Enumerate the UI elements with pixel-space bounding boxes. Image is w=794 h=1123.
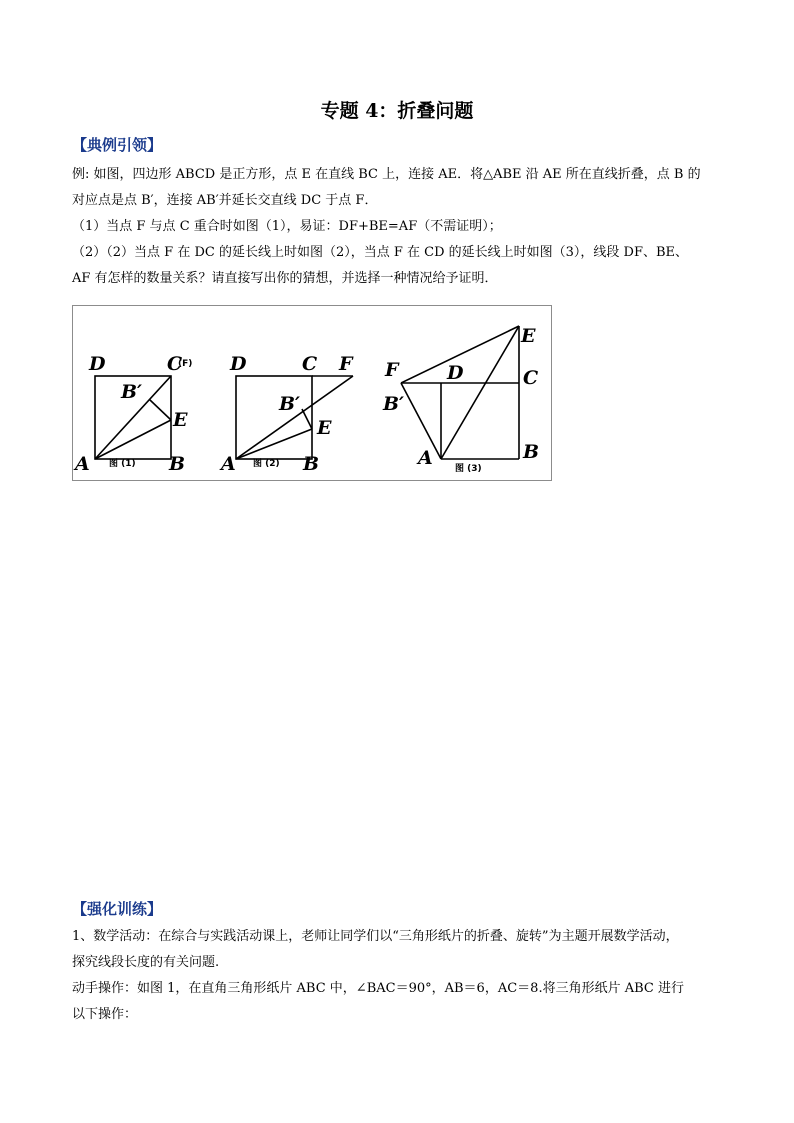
figure-panel bbox=[72, 305, 552, 481]
fig2-label-b-prime: B′ bbox=[279, 393, 301, 415]
fig1-label-b-prime: B′ bbox=[121, 381, 143, 403]
training-line: 1、数学活动：在综合与实践活动课上，老师让同学们以“三角形纸片的折叠、旋转”为主题开展数学活动， bbox=[72, 929, 679, 944]
training-line: 以下操作： bbox=[72, 1007, 138, 1022]
example-line: AF 有怎样的数量关系？请直接写出你的猜想，并选择一种情况给予证明． bbox=[72, 271, 498, 286]
fig1-label-d: D bbox=[89, 353, 106, 375]
fig2-label-f: F bbox=[339, 353, 353, 375]
example-line: （2）（2）当点 F 在 DC 的延长线上时如图（2），当点 F 在 CD 的延长线上时如图（3），线段 DF、BE、 bbox=[72, 245, 689, 260]
fig3-label-b-prime: B′ bbox=[383, 393, 405, 415]
example-heading: 【典例引领】 bbox=[72, 136, 163, 154]
example-line: 对应点是点 B′，连接 AB′并延长交直线 DC 于点 F． bbox=[72, 193, 378, 208]
geometry-figures bbox=[73, 306, 553, 482]
figure-3-lines bbox=[401, 326, 519, 459]
fig1-label-a: A bbox=[75, 453, 90, 475]
fig3-label-e: E bbox=[521, 325, 536, 347]
example-line: （1）当点 F 与点 C 重合时如图（1），易证：DF+BE=AF（不需证明）； bbox=[72, 219, 502, 234]
example-text bbox=[72, 162, 724, 292]
fig3-label-f: F bbox=[385, 359, 399, 381]
fig3-label-d: D bbox=[447, 362, 464, 384]
fig2-label-e: E bbox=[317, 417, 332, 439]
training-text bbox=[72, 924, 724, 1028]
fig3-label-a: A bbox=[418, 447, 433, 469]
fig3-label-b: B bbox=[523, 441, 540, 463]
training-line: 动手操作：如图 1，在直角三角形纸片 ABC 中，∠BAC＝90°，AB＝6，AC＝8.将三角形纸片 ABC 进行 bbox=[72, 981, 684, 996]
fig3-caption: 图 (3) bbox=[455, 464, 482, 474]
fig1-label-b: B bbox=[169, 453, 186, 475]
example-line: 例: 如图，四边形 ABCD 是正方形，点 E 在直线 BC 上，连接 AE．将△ABE 沿 AE 所在直线折叠，点 B 的 bbox=[72, 167, 701, 182]
fig1-caption: 图 (1) bbox=[109, 459, 136, 469]
fig2-label-d: D bbox=[230, 353, 247, 375]
fig3-label-c: C bbox=[523, 367, 539, 389]
fig1-label-f: (F) bbox=[178, 359, 193, 369]
fig1-label-e: E bbox=[173, 409, 188, 431]
fig2-label-c: C bbox=[302, 353, 318, 375]
page-title: 专题 4：折叠问题 bbox=[320, 100, 474, 122]
fig2-caption: 图 (2) bbox=[253, 459, 280, 469]
training-heading: 【强化训练】 bbox=[72, 900, 163, 918]
fig2-label-a: A bbox=[221, 453, 236, 475]
training-line: 探究线段长度的有关问题. bbox=[72, 955, 220, 970]
fig1-label-c: C bbox=[167, 353, 183, 375]
fig2-label-b: B bbox=[303, 453, 320, 475]
figure-2-lines bbox=[236, 376, 353, 459]
